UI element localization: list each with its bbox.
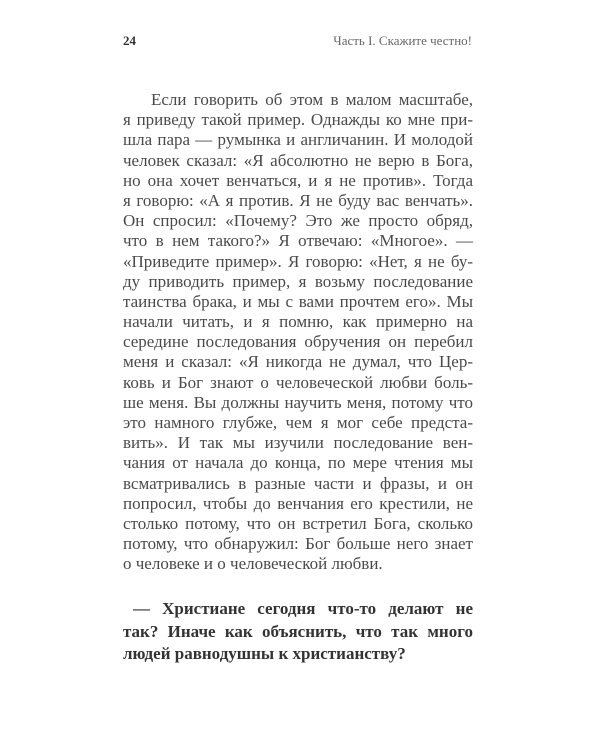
text-line: Если говорить об этом в малом масштабе, [151,90,473,109]
text-line: я говорю: «А я против. Я не буду вас венчать». [123,190,473,210]
text-line: чания от начала до конца, по мере чтения мы [123,453,473,473]
text-line: ковь и Бог знают о человеческой любви боль- [123,372,473,392]
text-line: о человеке и о человеческой любви. [123,554,383,574]
text-line: таинства брака, и мы с вами прочтем его». Мы [123,291,473,311]
text-line: «Приведите пример». Я говорю: «Нет, я не бу- [123,251,473,271]
text-line: меня и сказал: «Я никогда не думал, что Цер- [123,352,473,372]
text-line: середине последования обручения он перебил [123,332,473,352]
page-number: 24 [123,33,136,48]
text-line: попросил, чтобы до венчания его крестили, не [123,493,473,513]
text-line: так? Иначе как объяснить, что так много [123,621,473,641]
text-line: столько потому, что он встретил Бога, сколько [123,513,473,533]
text-line: но она хочет венчаться, и я не против». Тогда [123,170,473,190]
text-line: всматривались в разные части и фразы, и он [123,473,473,493]
text-line: ше меня. Вы должны научить меня, потому что [123,392,473,412]
text-line: это намного глубже, чем я мог себе предста- [123,413,473,432]
text-line: что в нем такого?» Я отвечаю: «Многое». — [123,231,473,251]
text-line: потому, что обнаружил: Бог больше него знает [123,534,473,554]
text-line: — Христиане сегодня что-то делают не [133,599,473,618]
body-paragraph [123,90,473,575]
text-line: я приведу такой пример. Однажды ко мне при- [123,110,473,130]
text-line: Он спросил: «Почему? Это же просто обряд, [123,211,473,231]
text-line: вить». И так мы изучили последование вен- [123,433,473,453]
text-line: начали читать, и я помню, как примерно на [123,312,473,332]
running-title: Часть I. Скажите честно! [333,33,472,48]
text-line: ду приводить пример, я возьму последование [123,271,473,291]
text-line: человек сказал: «Я абсолютно не верю в Бога, [123,150,473,170]
text-line: шла пара — румынка и англичанин. И молодой [123,130,473,150]
interview-question [123,598,473,666]
text-line: людей равнодушны к христианству? [123,644,406,664]
